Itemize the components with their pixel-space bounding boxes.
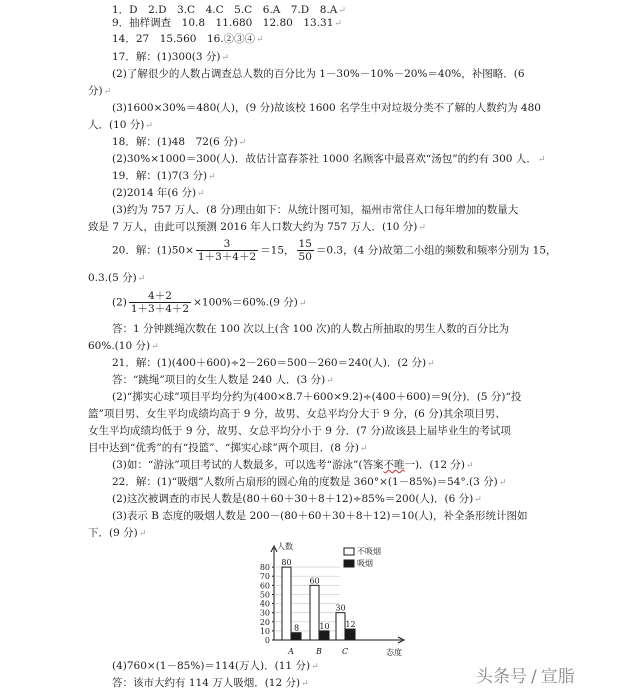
answer-text: 目中达到“优秀”的有“投篮”、“掷实心球”两个项目．(8 分)	[88, 442, 359, 454]
answer-line-17b	[88, 408, 506, 421]
answer-text: (3)表示 B 态度的吸烟人数是 200－(80＋60＋30＋8＋12)＝10(人)，补全条形统计图如	[112, 510, 528, 522]
return-mark: ↵	[301, 679, 309, 689]
answer-line-16	[112, 374, 334, 388]
bar-chart-svg	[252, 540, 412, 658]
answer-text: 21．解：(1)(400＋600)÷2－260＝500－260＝240(人)．(2 分)	[112, 357, 427, 369]
fraction	[297, 238, 314, 263]
fraction-numerator: 4＋2	[129, 290, 191, 303]
y-tick-label: 20	[259, 617, 270, 627]
answer-text: 人．(10 分)	[88, 119, 145, 131]
answer-line-13	[112, 290, 306, 315]
answer-line-4	[112, 51, 229, 65]
answer-text: 答：1 分钟跳绳次数在 100 次以上(含 100 次)的人数占所抽取的男生人数的百分比为	[112, 323, 510, 335]
answer-line-6a	[112, 102, 541, 115]
answer-text: 19．解：(1)7(3 分)	[112, 170, 208, 182]
answer-line-14b	[88, 340, 159, 354]
return-mark: ↵	[537, 155, 546, 165]
watermark-brand: 头条号	[476, 667, 527, 687]
answer-line-23	[112, 677, 309, 691]
answer-text: 致是 7 万人，由此可以预测 2016 年人口数大约为 757 万人．(10 分)	[88, 221, 418, 233]
answer-text: 60%.(10 分)	[88, 340, 151, 352]
answer-line-21a	[112, 510, 528, 523]
return-mark: ↵	[138, 529, 147, 539]
return-mark: ↵	[145, 121, 153, 131]
return-mark: ↵	[474, 495, 482, 505]
answer-text: 20．解：(1)50×	[112, 244, 194, 257]
x-axis-label: 态度	[386, 648, 402, 657]
answer-line-11b	[88, 221, 426, 235]
answer-line-12	[112, 238, 557, 263]
return-mark: ↵	[221, 53, 230, 63]
answer-text: ×100%＝60%.(9 分)	[193, 296, 298, 309]
return-mark: ↵	[418, 223, 426, 233]
answer-text: (4)760×(1－85%)＝114(万人)．(11 分)	[112, 660, 311, 672]
y-tick-label: 10	[259, 626, 270, 636]
answer-text: 篮”项目男、女生平均成绩均高于 9 分，故男、女总平均分大于 9 分，(6 分)其余项目男、	[88, 408, 506, 420]
answer-text: (2)30%×1000＝300(人)．故估计富春茶社 1000 名顾客中最喜欢“汤包”的约有 300 人．	[112, 153, 537, 165]
bar-smoker	[292, 633, 301, 640]
y-tick-label: 80	[259, 563, 270, 573]
y-tick-label: 60	[259, 581, 270, 591]
answer-text: 1．D 2.D 3.C 4.C 5.C 6.A 7.D 8.A	[112, 4, 338, 16]
fraction	[196, 238, 258, 263]
y-tick-label: 30	[259, 608, 270, 618]
answer-line-9	[112, 170, 216, 184]
answer-text: (3)如：“游泳”项目考试的人数最多，可以选考“游泳”(答案	[112, 459, 384, 471]
return-mark: ↵	[334, 19, 342, 29]
answer-text: (2)	[112, 296, 127, 309]
bar-smoker	[320, 631, 329, 640]
answer-line-22	[112, 660, 319, 674]
answer-text: 答：该市大约有 114 万人吸烟．(12 分)	[112, 677, 301, 689]
answer-line-19	[112, 476, 506, 490]
answer-text: ＝15，	[260, 244, 295, 257]
answer-line-1	[112, 4, 346, 18]
legend-swatch	[344, 560, 354, 567]
bar-smoker	[346, 629, 355, 640]
answer-line-6b	[88, 119, 153, 133]
return-mark: ↵	[465, 461, 474, 471]
bar-non-smoker	[310, 585, 319, 640]
return-mark: ↵	[151, 342, 159, 352]
bar-value-label: 30	[335, 603, 346, 613]
answer-text: (3)约为 757 万人．(8 分)理由如下：从统计图可知，福州市常住人口每年增加的数量大	[112, 204, 519, 216]
y-tick-label: 40	[259, 599, 270, 609]
answer-line-7	[112, 136, 246, 150]
answer-text: (3)1600×30%＝480(人)，(9 分)故该校 1600 名学生中对垃圾分类不了解的人数约为 480	[112, 102, 541, 114]
answer-line-10	[112, 187, 205, 201]
answer-text: 一)．(12 分)	[404, 459, 465, 471]
answer-line-5a	[112, 68, 525, 81]
return-mark: ↵	[427, 359, 435, 369]
return-mark: ↵	[137, 274, 146, 284]
answer-text: 分)	[88, 85, 103, 97]
fraction-denominator: 50	[298, 251, 312, 263]
watermark-slash: /	[531, 667, 537, 687]
return-mark: ↵	[197, 189, 205, 199]
answer-line-2	[112, 17, 342, 31]
fraction-denominator: 1＋3＋4＋2	[197, 251, 257, 263]
return-mark: ↵	[498, 478, 507, 488]
watermark-author: 宣脂	[540, 667, 575, 687]
bar-value-label: 12	[345, 620, 356, 630]
return-mark: ↵	[338, 6, 346, 16]
answer-line-17d	[88, 442, 367, 456]
legend-swatch	[344, 548, 354, 555]
y-tick-label: 0	[264, 636, 270, 645]
answer-line-8	[112, 153, 545, 167]
fraction	[129, 290, 191, 315]
return-mark: ↵	[326, 376, 334, 386]
bar-non-smoker	[336, 613, 345, 640]
fraction-denominator: 1＋3＋4＋2	[130, 303, 190, 315]
answer-text: 9．抽样调查 10.8 11.680 12.80 13.31	[112, 17, 334, 29]
answer-text: 17．解：(1)300(3 分)	[112, 51, 221, 63]
bar-value-label: 8	[293, 623, 300, 633]
answer-line-15	[112, 357, 435, 371]
answer-text: 14．27 15.560 16.②③④	[112, 33, 256, 45]
answer-line-21b	[88, 527, 146, 541]
return-mark: ↵	[208, 172, 216, 182]
answer-text: 0.3.(5 分)	[88, 272, 137, 284]
bar-value-label: 60	[309, 576, 320, 586]
return-mark: ↵	[238, 138, 247, 148]
answer-text: 答：“跳绳”项目的女生人数是 240 人．(3 分)	[112, 374, 326, 386]
bar-value-label: 80	[281, 558, 292, 568]
bar-non-smoker	[282, 567, 291, 640]
return-mark: ↵	[256, 35, 264, 45]
answer-text: 22．解：(1)“吸烟”人数所占扇形的圆心角的度数是 360°×(1－85%)＝54°.(3 分)	[112, 476, 498, 488]
answer-text: 下．(9 分)	[88, 527, 138, 539]
answer-text: (2)2014 年(6 分)	[112, 187, 197, 199]
return-mark: ↵	[311, 662, 319, 672]
answer-line-17a	[112, 391, 521, 404]
bar-value-label: 10	[319, 621, 330, 631]
answer-text: 18．解：(1)48 72(6 分)	[112, 136, 238, 148]
answer-line-20	[112, 493, 482, 507]
legend-label: 吸烟	[357, 559, 373, 568]
answer-text: 女生平均成绩均低于 9 分，故男、女总平均分小于 9 分．(7 分)故该县上届毕业生的考试项	[88, 425, 511, 437]
y-axis-label: 人数	[277, 542, 293, 551]
answer-text: (2)“掷实心球”项目平均分约为(400×8.7＋600×9.2)÷(400＋600)＝9(分)．(5 分)“投	[112, 391, 522, 403]
answer-text-underlined: 不唯	[383, 459, 405, 471]
y-tick-label: 70	[259, 572, 270, 582]
answer-line-3	[112, 33, 264, 47]
x-tick-label: C	[341, 647, 349, 656]
answer-text: (2)了解很少的人数占调查总人数的百分比为 1－30%－10%－20%＝40%，补图略．(6	[112, 68, 525, 80]
return-mark: ↵	[298, 298, 307, 309]
legend-label: 不吸烟	[357, 547, 381, 556]
answer-line-18	[112, 459, 474, 473]
x-tick-label: A	[288, 647, 294, 656]
watermark	[476, 662, 575, 687]
answer-text: (2)这次被调查的市民人数是(80＋60＋30＋8＋12)÷85%＝200(人)．(6 分)	[112, 493, 474, 505]
answer-line-5b	[88, 85, 111, 99]
fraction-numerator: 15	[298, 238, 312, 250]
answer-line-11a	[112, 204, 518, 217]
y-tick-label: 50	[259, 590, 270, 600]
answer-line-17c	[88, 425, 511, 438]
return-mark: ↵	[103, 87, 112, 97]
x-tick-label: B	[316, 647, 322, 656]
answer-line-12b	[88, 272, 145, 286]
fraction-numerator: 3	[196, 238, 258, 251]
bar-chart	[252, 540, 412, 658]
answer-text: ＝0.3，(4 分)故第二小组的频数和频率分别为 15，	[315, 244, 557, 257]
answer-line-14a	[112, 323, 509, 336]
return-mark: ↵	[359, 444, 368, 454]
